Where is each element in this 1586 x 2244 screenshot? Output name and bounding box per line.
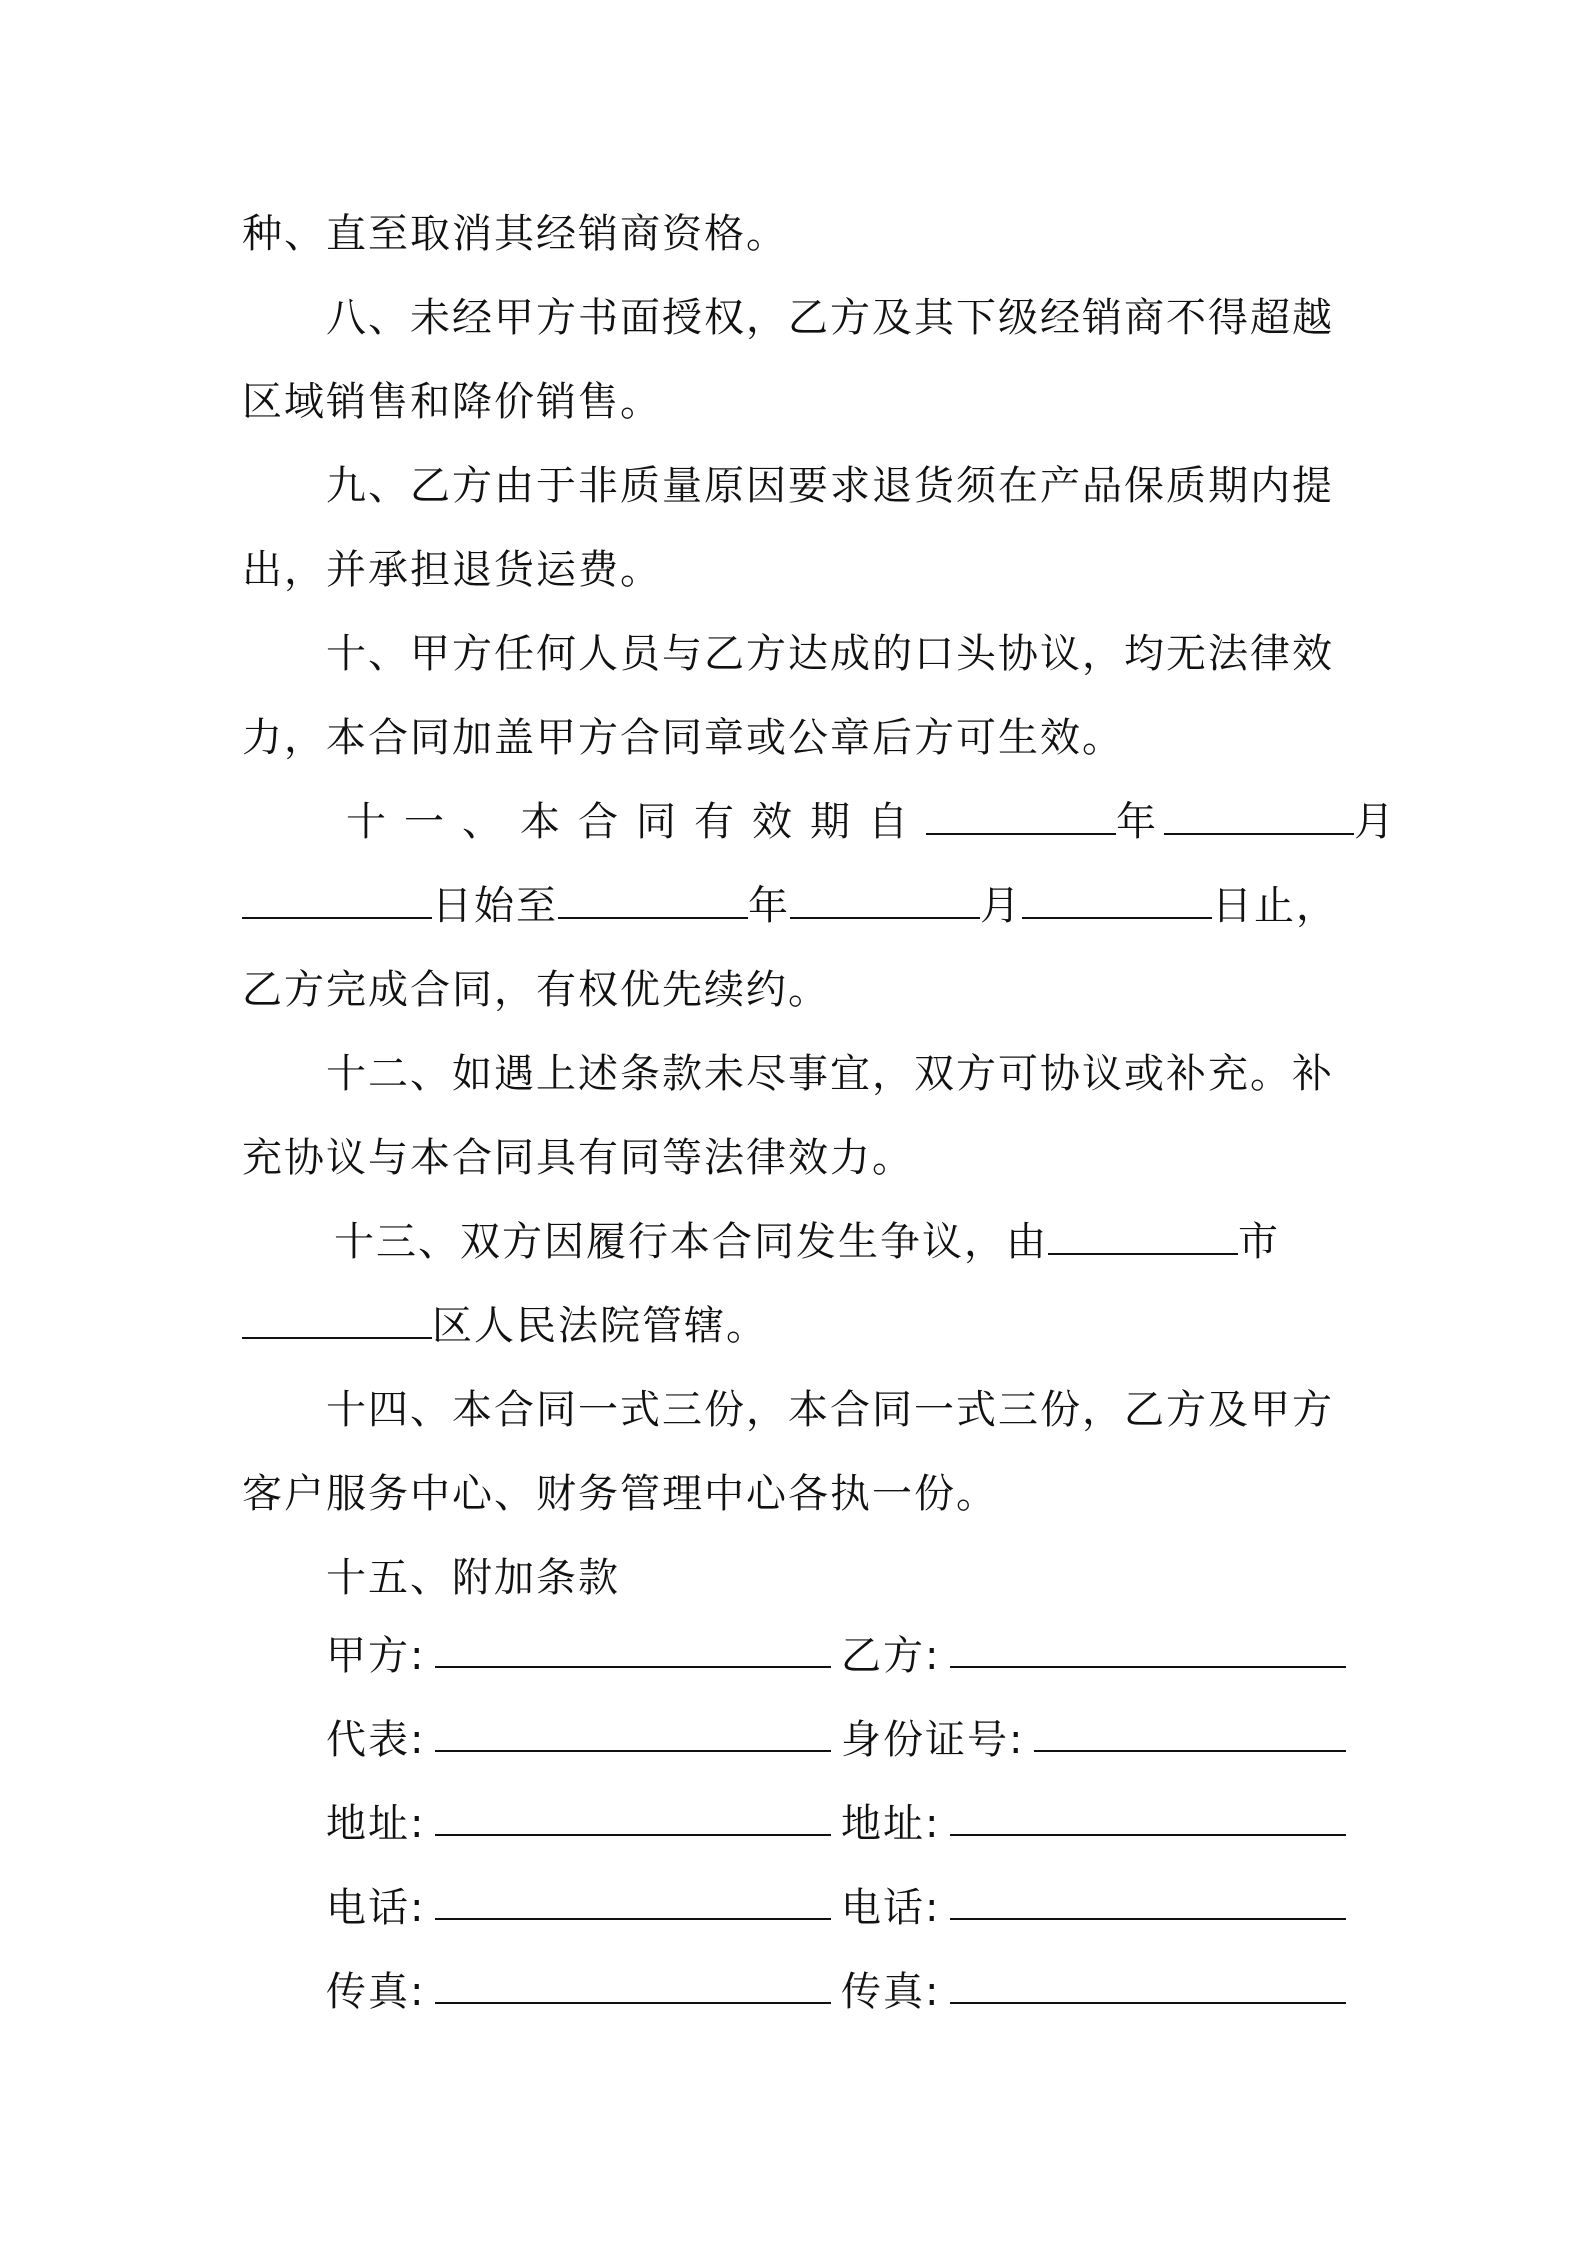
fax-a-blank[interactable] xyxy=(435,1972,831,2004)
clause-9-line-2: 出，并承担退货运费。 xyxy=(242,547,662,593)
signature-block xyxy=(326,1610,1356,2030)
phone-b-blank[interactable] xyxy=(950,1888,1346,1920)
id-number-cell xyxy=(841,1708,1356,1765)
phone-b-cell xyxy=(841,1876,1356,1933)
signature-row-address xyxy=(326,1778,1356,1862)
clause-13-line-2 xyxy=(242,1284,1354,1368)
fax-b-cell xyxy=(841,1960,1356,2017)
year-label-2: 年 xyxy=(748,883,790,929)
day-start-label: 日始至 xyxy=(432,883,558,929)
party-b-blank[interactable] xyxy=(950,1636,1346,1668)
blank-district xyxy=(242,1305,432,1339)
fax-b-blank[interactable] xyxy=(950,1972,1346,2004)
clause-8-line-1: 八、未经甲方书面授权，乙方及其下级经销商不得超越 xyxy=(326,295,1334,341)
fax-b-label: 传真: xyxy=(841,1968,941,2015)
blank-end-month xyxy=(790,885,980,919)
phone-a-cell xyxy=(326,1876,841,1933)
party-a-cell xyxy=(326,1624,841,1681)
address-b-blank[interactable] xyxy=(950,1804,1346,1836)
month-label-2: 月 xyxy=(980,883,1022,929)
day-end-label: 日止， xyxy=(1212,883,1338,929)
contract-body xyxy=(242,192,1394,1620)
blank-start-day xyxy=(242,885,432,919)
clause-10-line-2: 力，本合同加盖甲方合同章或公章后方可生效。 xyxy=(242,715,1124,761)
clause-10-line-1: 十、甲方任何人员与乙方达成的口头协议，均无法律效 xyxy=(326,631,1334,677)
signature-row-fax xyxy=(326,1946,1356,2030)
fax-a-label: 传真: xyxy=(326,1968,426,2015)
party-a-blank[interactable] xyxy=(435,1636,831,1668)
representative-cell xyxy=(326,1708,841,1765)
phone-b-label: 电话: xyxy=(841,1884,941,1931)
signature-row-party xyxy=(326,1610,1356,1694)
address-b-label: 地址: xyxy=(841,1800,941,1847)
phone-a-label: 电话: xyxy=(326,1884,426,1931)
blank-start-month xyxy=(1164,801,1354,835)
court-label: 区人民法院管辖。 xyxy=(432,1303,768,1349)
blank-end-year xyxy=(558,885,748,919)
representative-blank[interactable] xyxy=(435,1720,831,1752)
blank-end-day xyxy=(1022,885,1212,919)
signature-row-phone xyxy=(326,1862,1356,1946)
month-label: 月 xyxy=(1354,799,1394,845)
city-label: 市 xyxy=(1238,1219,1280,1265)
clause-14-line-2: 客户服务中心、财务管理中心各执一份。 xyxy=(242,1471,998,1517)
party-a-label: 甲方: xyxy=(326,1632,426,1679)
clause-12-line-2: 充协议与本合同具有同等法律效力。 xyxy=(242,1135,914,1181)
blank-start-year xyxy=(926,801,1116,835)
year-label: 年 xyxy=(1116,799,1156,845)
fax-a-cell xyxy=(326,1960,841,2017)
clause-14-line-1: 十四、本合同一式三份，本合同一式三份，乙方及甲方 xyxy=(326,1387,1334,1433)
clause-11-line-2 xyxy=(242,864,1354,948)
address-b-cell xyxy=(841,1792,1356,1849)
clause-15-title: 十五、附加条款 xyxy=(326,1555,620,1601)
id-number-label: 身份证号: xyxy=(841,1716,1025,1763)
party-b-label: 乙方: xyxy=(841,1632,941,1679)
clause-8-line-2: 区域销售和降价销售。 xyxy=(242,379,662,425)
party-b-cell xyxy=(841,1624,1356,1681)
clause-12-line-1: 十二、如遇上述条款未尽事宜，双方可协议或补充。补 xyxy=(326,1051,1334,1097)
clause-11-lead: 十一、本合同有效期自 xyxy=(346,799,926,845)
signature-row-representative xyxy=(326,1694,1356,1778)
id-number-blank[interactable] xyxy=(1034,1720,1346,1752)
clause-7-continuation: 种、直至取消其经销商资格。 xyxy=(242,211,788,257)
clause-11-line-1 xyxy=(242,780,1394,864)
phone-a-blank[interactable] xyxy=(435,1888,831,1920)
blank-city xyxy=(1048,1221,1238,1255)
clause-13-lead: 十三、双方因履行本合同发生争议，由 xyxy=(334,1219,1048,1265)
clause-11-line-3: 乙方完成合同，有权优先续约。 xyxy=(242,967,830,1013)
address-a-blank[interactable] xyxy=(435,1804,831,1836)
address-a-cell xyxy=(326,1792,841,1849)
clause-9-line-1: 九、乙方由于非质量原因要求退货须在产品保质期内提 xyxy=(326,463,1334,509)
address-a-label: 地址: xyxy=(326,1800,426,1847)
representative-label: 代表: xyxy=(326,1716,426,1763)
clause-13-line-1 xyxy=(242,1200,1354,1284)
